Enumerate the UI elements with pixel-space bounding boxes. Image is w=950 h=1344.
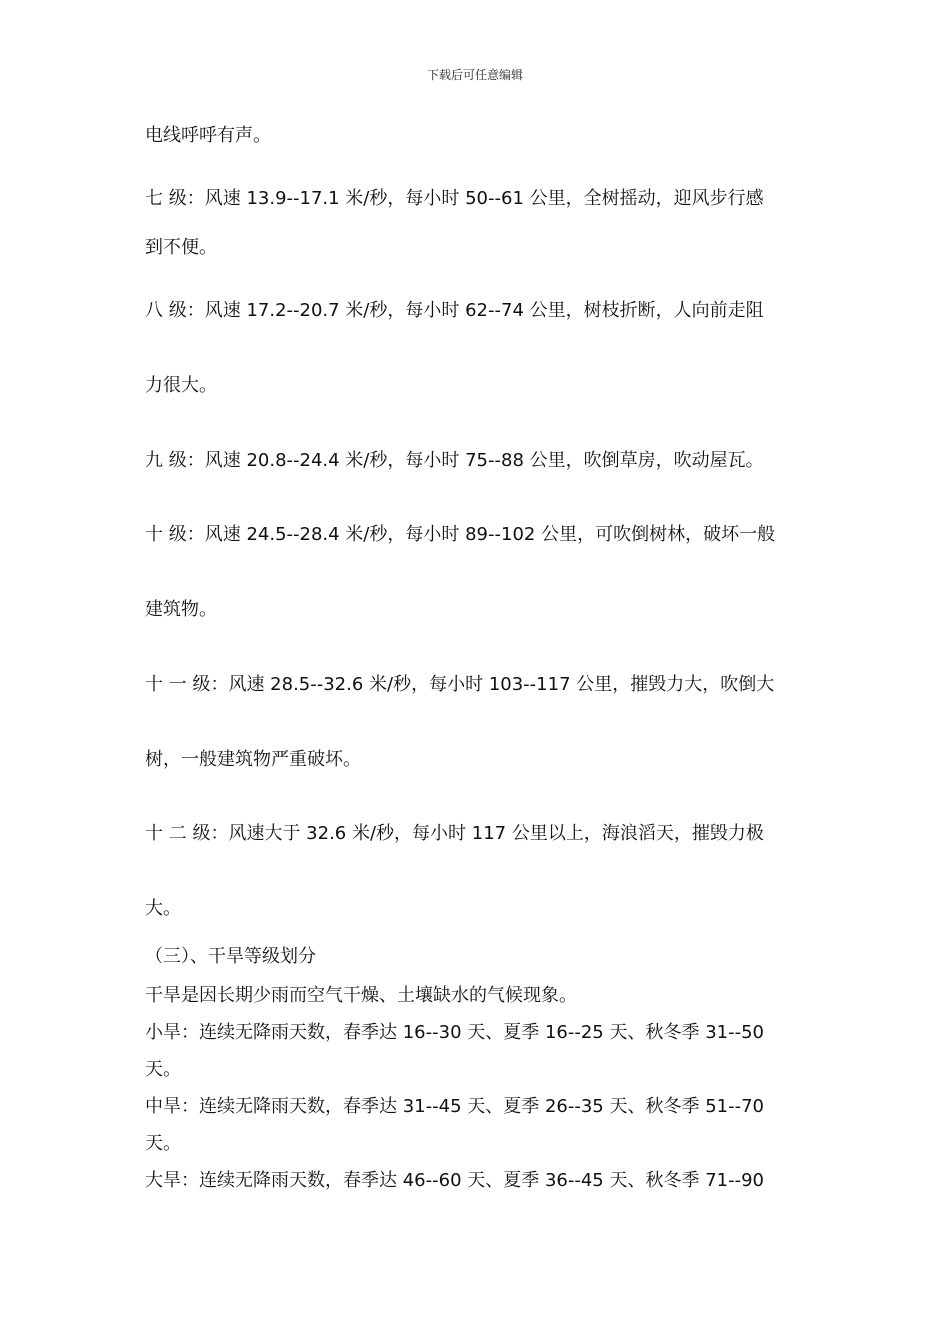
drought-small-cont: 天。 xyxy=(145,1059,181,1080)
drought-section-heading: （三）、干旱等级划分 xyxy=(145,946,316,967)
wind-level-11-cont: 树，一般建筑物严重破坏。 xyxy=(145,749,361,770)
wind-level-8: 八 级：风速 17.2--20.7 米/秒，每小时 62--74 公里，树枝折断，人向前走阻 xyxy=(145,300,764,321)
drought-medium: 中旱：连续无降雨天数，春季达 31--45 天、夏季 26--35 天、秋冬季 51--70 xyxy=(145,1096,765,1117)
drought-small: 小旱：连续无降雨天数，春季达 16--30 天、夏季 16--25 天、秋冬季 31--50 xyxy=(145,1022,765,1043)
drought-definition: 干旱是因长期少雨而空气干燥、土壤缺水的气候现象。 xyxy=(145,985,577,1006)
wind-level-12-cont: 大。 xyxy=(145,898,181,919)
wind-level-7-cont: 到不便。 xyxy=(145,237,217,258)
wind-level-10-cont: 建筑物。 xyxy=(145,599,217,620)
wind-level-10: 十 级：风速 24.5--28.4 米/秒，每小时 89--102 公里，可吹倒树林，破坏一般 xyxy=(145,524,776,545)
drought-medium-cont: 天。 xyxy=(145,1133,181,1154)
wind-level-7: 七 级：风速 13.9--17.1 米/秒，每小时 50--61 公里，全树摇动，迎风步行感 xyxy=(145,188,764,209)
wind-level-8-cont: 力很大。 xyxy=(145,375,217,396)
wind-level-11: 十 一 级：风速 28.5--32.6 米/秒，每小时 103--117 公里，摧毁力大，吹倒大 xyxy=(145,674,775,695)
wind-level-6-tail: 电线呼呼有声。 xyxy=(145,125,271,146)
page-header: 下载后可任意编辑 xyxy=(426,68,523,82)
wind-level-12: 十 二 级：风速大于 32.6 米/秒，每小时 117 公里以上，海浪滔天，摧毁力极 xyxy=(145,823,764,844)
wind-level-9: 九 级：风速 20.8--24.4 米/秒，每小时 75--88 公里，吹倒草房，吹动屋瓦。 xyxy=(145,450,764,471)
drought-large: 大旱：连续无降雨天数，春季达 46--60 天、夏季 36--45 天、秋冬季 71--90 xyxy=(145,1170,765,1191)
